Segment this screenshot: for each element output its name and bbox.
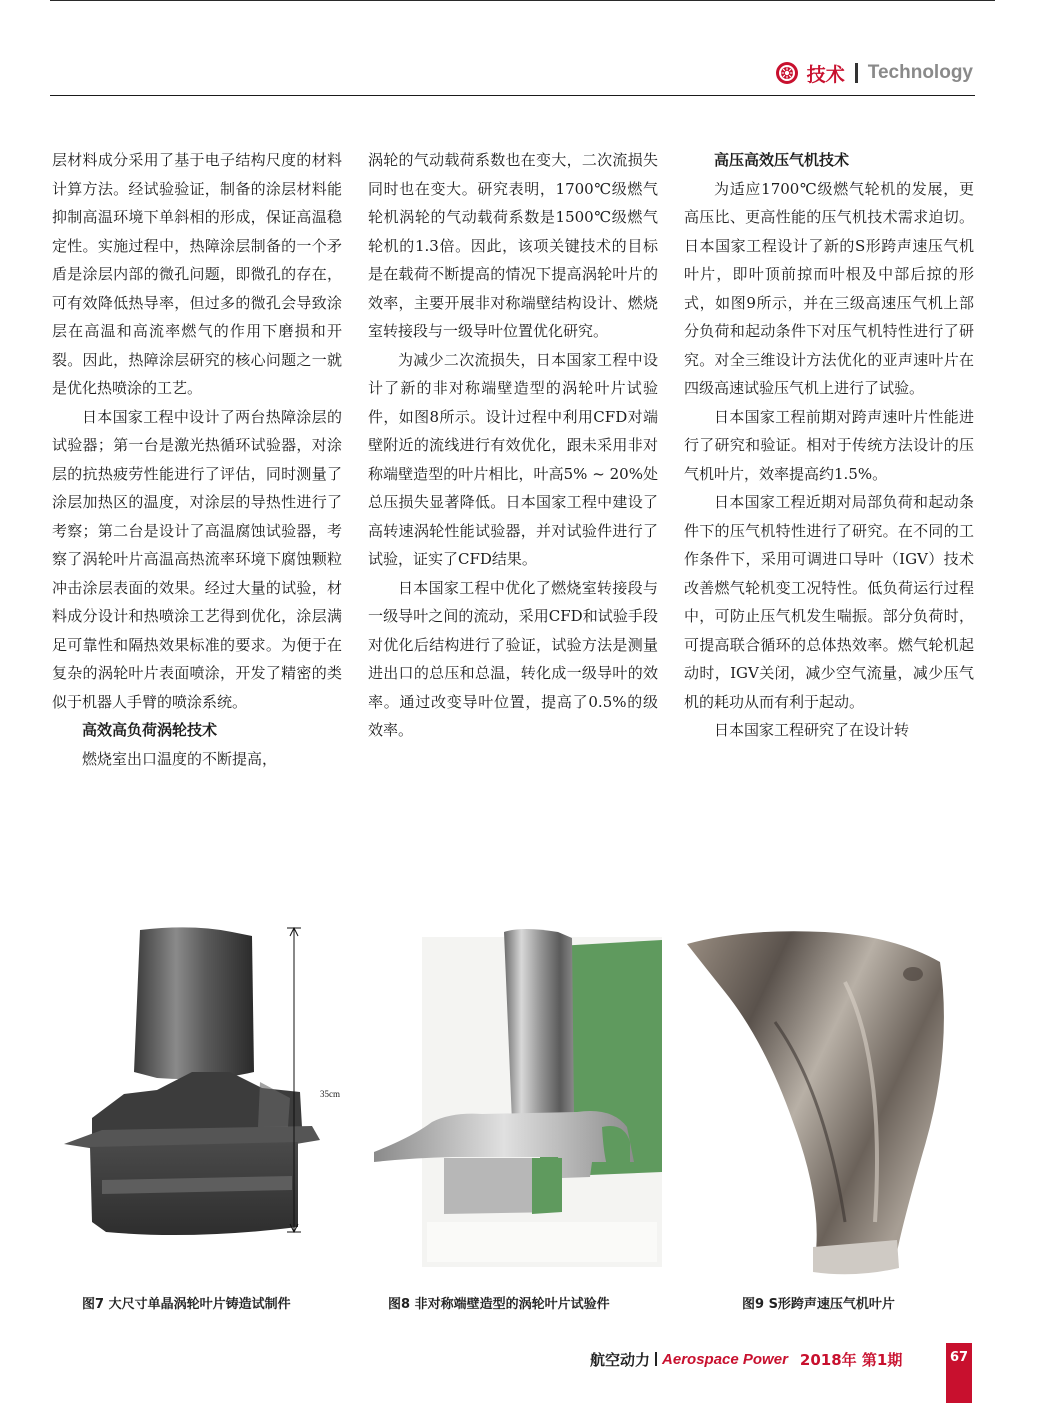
endwall-vane-test-piece-image (372, 922, 662, 1277)
top-rule (50, 0, 995, 1)
header-divider (855, 63, 858, 83)
paragraph: 涡轮的气动载荷系数也在变大，二次流损失同时也在变大。研究表明，1700℃级燃气轮机涡轮的气动载荷系数是1500℃级燃气轮机的1.3倍。因此，该项关键技术的目标是在载荷不断提高的情况下提高涡轮叶片的效率，主要开展非对称端壁结构设计、燃烧室转接段与一级导叶位置优化研究。 (368, 151, 658, 340)
paragraph: 日本国家工程前期对跨声速叶片性能进行了研究和验证。相对于传统方法设计的压气机叶片，效率提高约1.5%。 (684, 407, 974, 483)
paragraph: 燃烧室出口温度的不断提高， (82, 749, 278, 768)
section-title-en: Technology (867, 62, 973, 83)
figure-9-caption: 图9 S形跨声速压气机叶片 (742, 1297, 895, 1312)
figure-8 (372, 922, 662, 1277)
header-rule (50, 95, 975, 96)
figure-9 (685, 922, 960, 1277)
section-heading: 高效高负荷涡轮技术 (82, 721, 218, 739)
paragraph: 日本国家工程中设计了两台热障涂层的试验器；第一台是激光热循环试验器，对涂层的抗热疲劳性能进行了评估，同时测量了涂层加热区的温度，对涂层的导热性进行了考察；第二台是设计了高温腐蚀试验器，考察了涡轮叶片高温高热流率环境下腐蚀颗粒冲击涂层表面的效果。经过大量的试验，材料成分设计和热喷涂工艺得到优化，涂层满足可靠性和隔热效果标准的要求。为便于在复杂的涡轮叶片表面喷涂，开发了精密的类似于机器人手臂的喷涂系统。 (52, 407, 342, 711)
text-column-1 (52, 146, 342, 773)
page-number: 67 (949, 1350, 969, 1365)
section-title-cn: 技术 (806, 63, 845, 86)
section-heading: 高压高效压气机技术 (714, 151, 850, 169)
figure-7 (62, 922, 362, 1277)
section-header (775, 58, 973, 88)
paragraph: 层材料成分采用了基于电子结构尺度的材料计算方法。经试验验证，制备的涂层材料能抑制高温环境下单斜相的形成，保证高温稳定性。实施过程中，热障涂层制备的一个矛盾是涂层内部的微孔问题，即微孔的存在，可有效降低热导率，但过多的微孔会导致涂层在高温和高流率燃气的作用下磨损和开裂。因此，热障涂层研究的核心问题之一就是优化热喷涂的工艺。 (52, 151, 342, 397)
s-shaped-compressor-blade-image (685, 922, 960, 1277)
paragraph: 日本国家工程近期对局部负荷和起动条件下的压气机特性进行了研究。在不同的工作条件下，采用可调进口导叶（IGV）技术改善燃气轮机变工况特性。低负荷运行过程中，可防止压气机发生喘振。部分负荷时，可提高联合循环的总体热效率。燃气轮机起动时，IGV关闭，减少空气流量，减少压气机的耗功从而有利于起动。 (684, 493, 974, 711)
paragraph: 日本国家工程研究了在设计转 (714, 721, 910, 739)
figure-7-caption: 图7 大尺寸单晶涡轮叶片铸造试制件 (82, 1297, 291, 1312)
paragraph: 为减少二次流损失，日本国家工程中设计了新的非对称端壁造型的涡轮叶片试验件，如图8所示。设计过程中利用CFD对端壁附近的流线进行有效优化，跟未采用非对称端壁造型的叶片相比，叶高5% ~ 20%处总压损失显著降低。日本国家工程中建设了高转速涡轮性能试验器，并对试验件进行了试验，证实了CFD结果。 (368, 350, 658, 568)
footer-divider (655, 1352, 657, 1366)
dimension-label: 35cm (320, 1089, 340, 1099)
page-footer (590, 1345, 902, 1373)
turbine-logo-icon (775, 61, 799, 85)
text-column-2 (368, 146, 658, 745)
paragraph: 日本国家工程中优化了燃烧室转接段与一级导叶之间的流动，采用CFD和试验手段对优化后结构进行了验证，试验方法是测量进出口的总压和总温，转化成一级导叶的效率。通过改变导叶位置，提高了0.5%的级效率。 (368, 578, 658, 739)
journal-name-en: Aerospace Power (662, 1350, 788, 1368)
text-column-3 (684, 146, 974, 745)
issue-label: 2018年 第1期 (799, 1350, 903, 1369)
turbine-blade-casting-image (62, 922, 362, 1277)
journal-name-cn: 航空动力 (590, 1350, 651, 1369)
paragraph: 为适应1700℃级燃气轮机的发展，更高压比、更高性能的压气机技术需求迫切。日本国家工程设计了新的S形跨声速压气机叶片，即叶顶前掠而叶根及中部后掠的形式，如图9所示，并在三级高速压气机上部分负荷和起动条件下对压气机特性进行了研究。对全三维设计方法优化的亚声速叶片在四级高速试验压气机上进行了试验。 (684, 179, 974, 397)
figure-8-caption: 图8 非对称端壁造型的涡轮叶片试验件 (388, 1297, 610, 1312)
